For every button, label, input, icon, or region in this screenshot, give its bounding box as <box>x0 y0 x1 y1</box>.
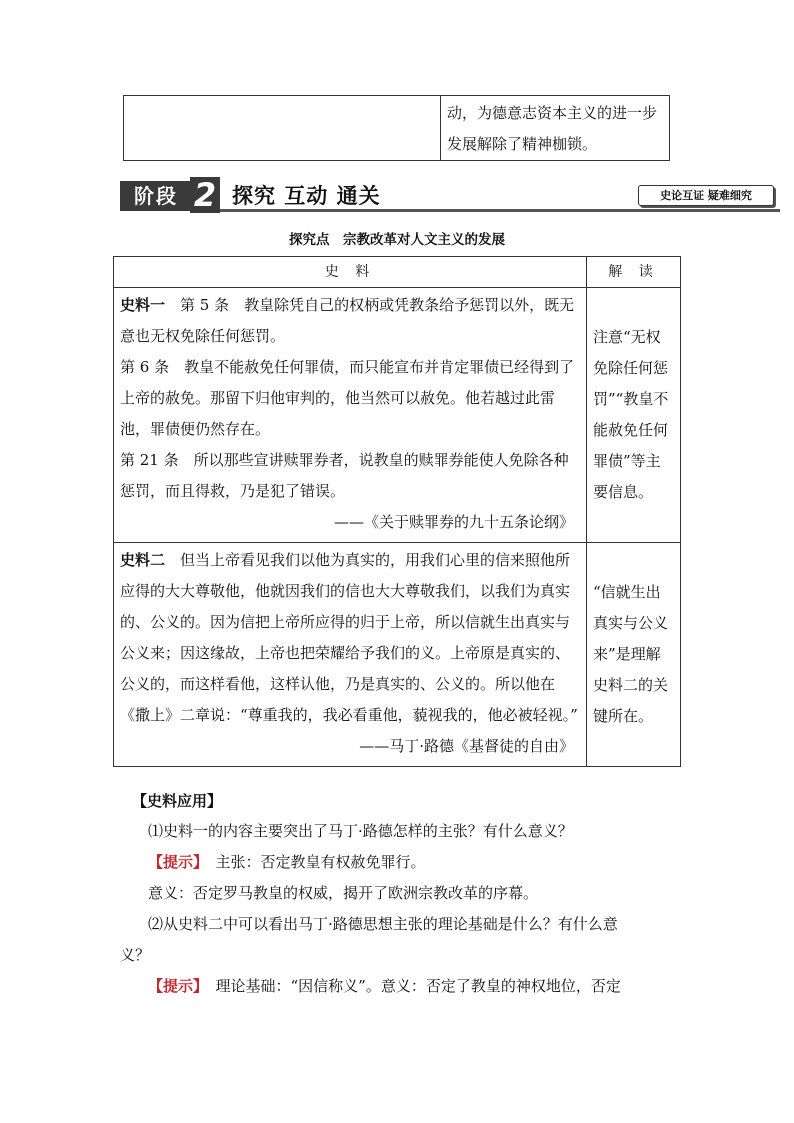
question-1: ⑴史料一的内容主要突出了马丁·路德怎样的主张？有什么意义？ <box>148 822 573 840</box>
source-cell-2 <box>114 543 587 767</box>
source-paragraph: 第 6 条 教皇不能赦免任何罪债，而只能宣布并肯定罪债已经得到了上帝的赦免。那留下归他审判的，他当然可以赦免。他若越过此雷池，罪债便仍然存在。 <box>120 358 575 438</box>
table-row <box>114 288 681 543</box>
note-cell-1: 注意“无权免除任何惩罚”“教皇不能赦免任何罪债”等主要信息。 <box>587 288 681 543</box>
continuation-right-cell: 动，为德意志资本主义的进一步发展解除了精神枷锁。 <box>441 96 670 161</box>
source-cell-1 <box>114 288 587 543</box>
source-label: 史料二 <box>120 551 166 569</box>
section-banner <box>120 176 780 214</box>
source-citation: ——《关于赎罪券的九十五条论纲》 <box>333 513 574 531</box>
phase-label: 阶段 <box>120 181 192 211</box>
header-source: 史 料 <box>114 257 587 288</box>
continuation-table <box>123 95 670 161</box>
note-cell-2: “信就生出真实与公义来”是理解史料二的关键所在。 <box>587 543 681 767</box>
banner-title: 探究 互动 通关 <box>232 183 381 208</box>
answer-2: 理论基础：“因信称义”。意义：否定了教皇的神权地位，否定 <box>200 977 621 995</box>
header-note: 解 读 <box>587 257 681 288</box>
source-table <box>113 256 681 767</box>
application-heading: 【史料应用】 <box>132 792 223 810</box>
phase-number: 2 <box>190 177 220 213</box>
source-citation: ——马丁·路德《基督徒的自由》 <box>359 737 574 755</box>
question-2-line1: ⑵从史料二中可以看出马丁·路德思想主张的理论基础是什么？有什么意 <box>148 915 618 933</box>
source-paragraph: 第 5 条 教皇除凭自己的权柄或凭教条给予惩罚以外，既无意也无权免除任何惩罚。 <box>120 296 575 345</box>
source-paragraph: 第 21 条 所以那些宣讲赎罪券者，说教皇的赎罪券能使人免除各种惩罚，而且得救，乃是犯了错误。 <box>120 451 569 500</box>
topic-heading: 探究点 宗教改革对人文主义的发展 <box>289 232 505 248</box>
table-row <box>114 543 681 767</box>
question-2-line2: 义？ <box>120 946 151 964</box>
hint-label: 【提示】 <box>148 853 201 871</box>
banner-tag: 史论互证 疑难细究 <box>638 185 774 206</box>
hint-label: 【提示】 <box>148 977 201 995</box>
source-paragraph: 但当上帝看见我们以他为真实的，用我们心里的信来照他所应得的大大尊敬他，他就因我们的信也大大尊敬我们，以我们为真实的、公义的。因为信把上帝所应得的归于上帝，所以信就生出真实与公义来；因这缘故，上帝也把荣耀给予我们的义。上帝原是真实的、公义的，而这样看他，这样认他，乃是真实的、公义的。所以他在《撒上》二章说：“尊重我的，我必看重他，藐视我的，他必被轻视。” <box>120 551 578 724</box>
source-label: 史料一 <box>120 296 166 314</box>
answer-1-significance: 意义：否定罗马教皇的权威，揭开了欧洲宗教改革的序幕。 <box>148 884 539 902</box>
continuation-left-cell <box>124 96 441 161</box>
answer-1-main: 主张：否定教皇有权赦免罪行。 <box>200 853 426 871</box>
